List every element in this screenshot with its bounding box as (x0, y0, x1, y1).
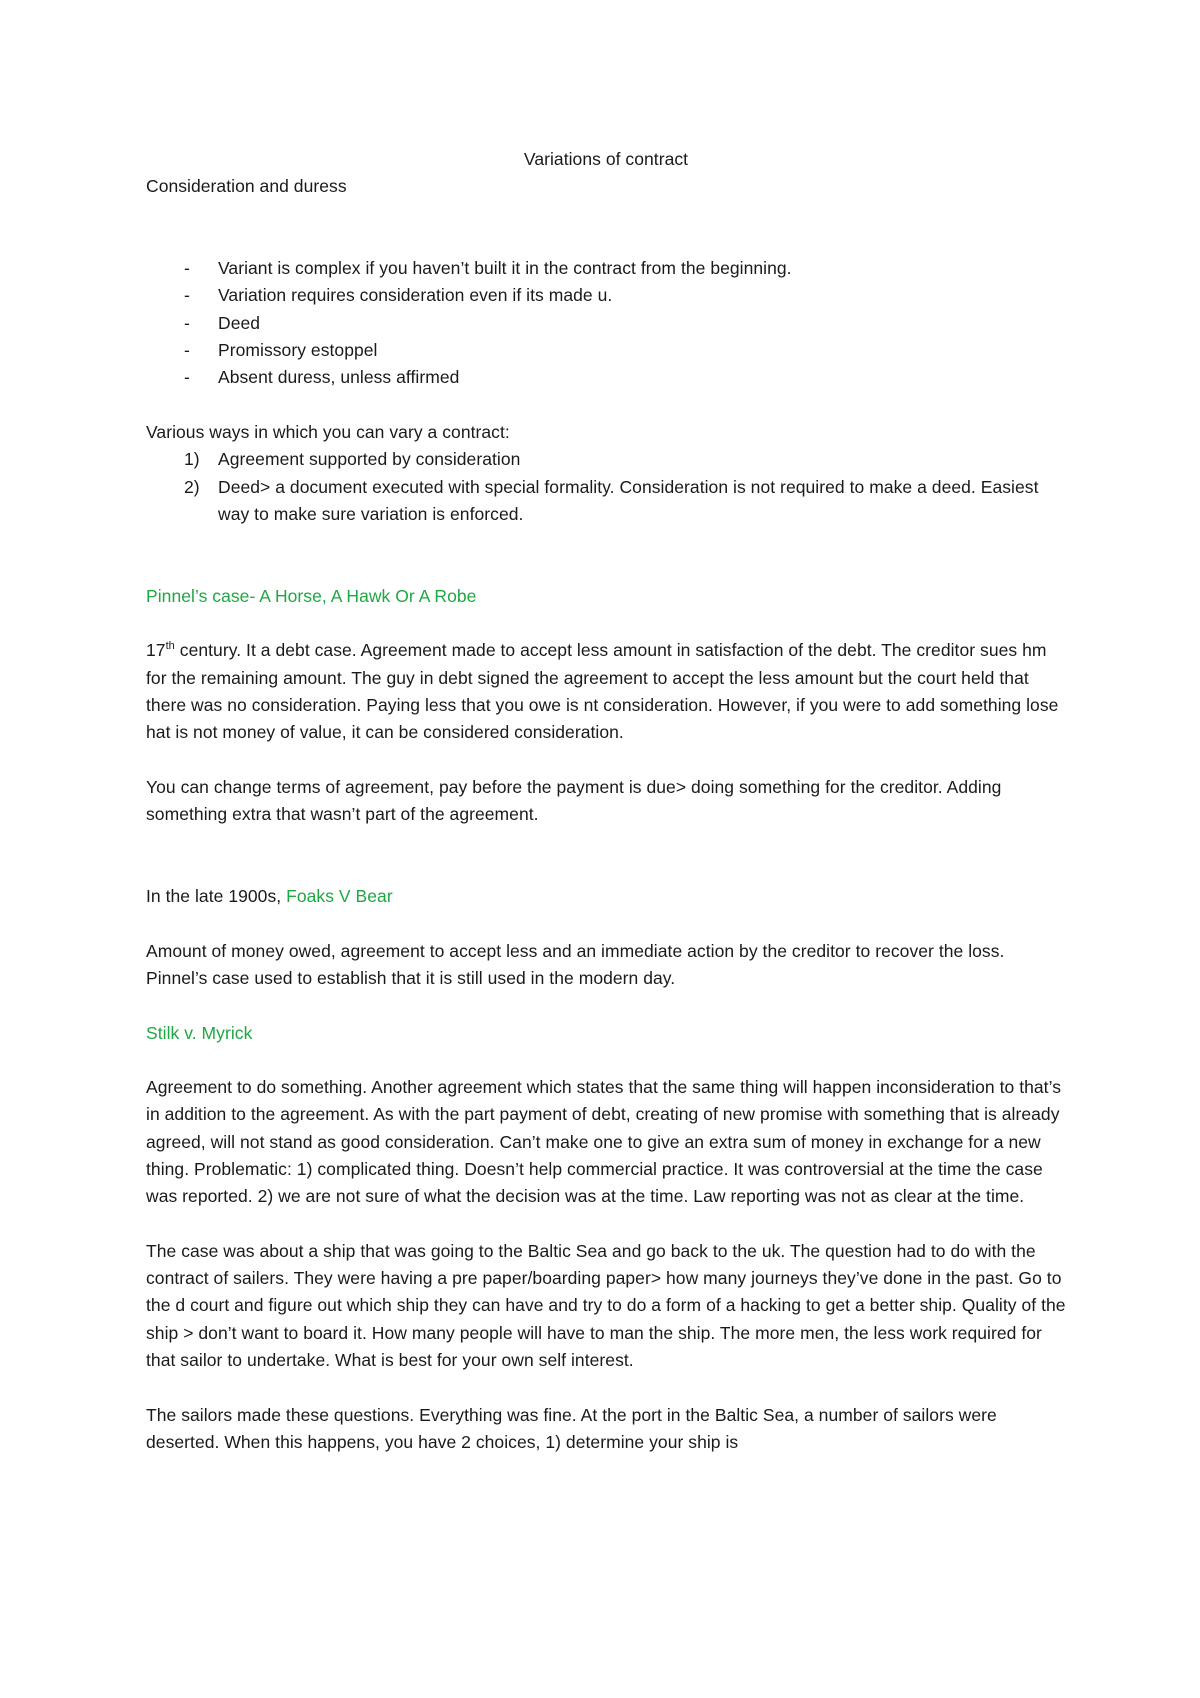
century-number: 17 (146, 640, 166, 661)
spacer (146, 1374, 1066, 1401)
list-item (146, 446, 1066, 473)
ways-intro: Various ways in which you can vary a contract: (146, 421, 510, 442)
spacer (146, 610, 1066, 637)
spacer (146, 828, 1066, 883)
spacer (146, 1047, 1066, 1074)
stilk-heading: Stilk v. Myrick (146, 1022, 253, 1043)
bullet-list (146, 255, 1066, 391)
list-item (146, 282, 1066, 309)
document-content (146, 146, 1066, 1456)
spacer (146, 1211, 1066, 1238)
bullet-marker: - (184, 340, 190, 361)
list-item-text: Deed (218, 312, 261, 333)
list-item (146, 310, 1066, 337)
foaks-line (146, 883, 1066, 910)
bullet-marker: - (184, 258, 190, 279)
number-marker: 1) (184, 449, 200, 470)
spacer (146, 992, 1066, 1019)
spacer (146, 910, 1066, 937)
document-subtitle: Consideration and duress (146, 176, 347, 197)
bullet-marker: - (184, 312, 190, 333)
bullet-marker: - (184, 285, 190, 306)
list-item-text: Variant is complex if you haven’t built it in the contract from the beginning. (218, 258, 792, 279)
list-item-text: Agreement supported by consideration (218, 449, 521, 470)
numbered-list (146, 446, 1066, 528)
list-item (146, 255, 1066, 282)
spacer (146, 528, 1066, 583)
pinnel-paragraph-2: You can change terms of agreement, pay before the payment is due> doing something for the creditor. Adding something extra that wasn’t part of the agreement. (146, 776, 1002, 825)
stilk-paragraph-3: The sailors made these questions. Everything was fine. At the port in the Baltic Sea, a number of sailors were deserted. When this happens, you have 2 choices, 1) determine your ship is (146, 1404, 997, 1452)
stilk-paragraph-1: Agreement to do something. Another agreement which states that the same thing will happen inconsideration to that’s in addition to the agreement. As with the part payment of debt, creating of new promise with something that is already agreed, will not stand as good consideration. Can’t make one to give an extra sum of money in exchange for a new thing. Problematic: 1) complicated thing. Doesn’t help commercial practice. It was controversial at the time the case was reported. 2) we are not sure of what the decision was at the time. Law reporting was not as clear at the time. (146, 1077, 1062, 1207)
bullet-marker: - (184, 367, 190, 388)
list-item (146, 337, 1066, 364)
foaks-paragraph: Amount of money owed, agreement to accept less and an immediate action by the creditor to recover the loss. Pinnel’s case used to establish that it is still used in the modern day. (146, 940, 1005, 988)
list-item-text: Deed> a document executed with special formality. Consideration is not required to make a deed. Easiest way to make sure variation is enforced. (218, 476, 1039, 524)
ordinal-suffix: th (165, 640, 175, 653)
spacer (146, 392, 1066, 419)
document-title: Variations of contract (523, 149, 689, 169)
number-marker: 2) (184, 476, 200, 497)
pinnel-paragraph-1 (146, 637, 1066, 746)
pinnel-paragraph-1-text: century. It a debt case. Agreement made to accept less amount in satisfaction of the debt. The creditor sues hm for the remaining amount. The guy in debt signed the agreement to accept the less amount but the court held that there was no consideration. Paying less that you owe is nt consideration. However, if you were to add something lose hat is not money of value, it can be considered consideration. (146, 640, 1059, 743)
list-item-text: Promissory estoppel (218, 340, 378, 361)
list-item-text: Variation requires consideration even if its made u. (218, 285, 613, 306)
spacer (146, 201, 1066, 256)
list-item-text: Absent duress, unless affirmed (218, 367, 460, 388)
list-item (146, 474, 1066, 529)
list-item (146, 364, 1066, 391)
spacer (146, 747, 1066, 774)
foaks-case-name: Foaks V Bear (286, 886, 393, 907)
pinnel-heading: Pinnel’s case- A Horse, A Hawk Or A Robe (146, 585, 477, 606)
stilk-paragraph-2: The case was about a ship that was going to the Baltic Sea and go back to the uk. The question had to do with the contract of sailers. They were having a pre paper/boarding paper> how many journeys they’ve done in the past. Go to the d court and figure out which ship they can have and try to do a form of a hacking to get a better ship. Quality of the ship > don’t want to board it. How many people will have to man the ship. The more men, the less work required for that sailor to undertake. What is best for your own self interest. (146, 1240, 1066, 1371)
foaks-intro: In the late 1900s, (146, 886, 287, 907)
